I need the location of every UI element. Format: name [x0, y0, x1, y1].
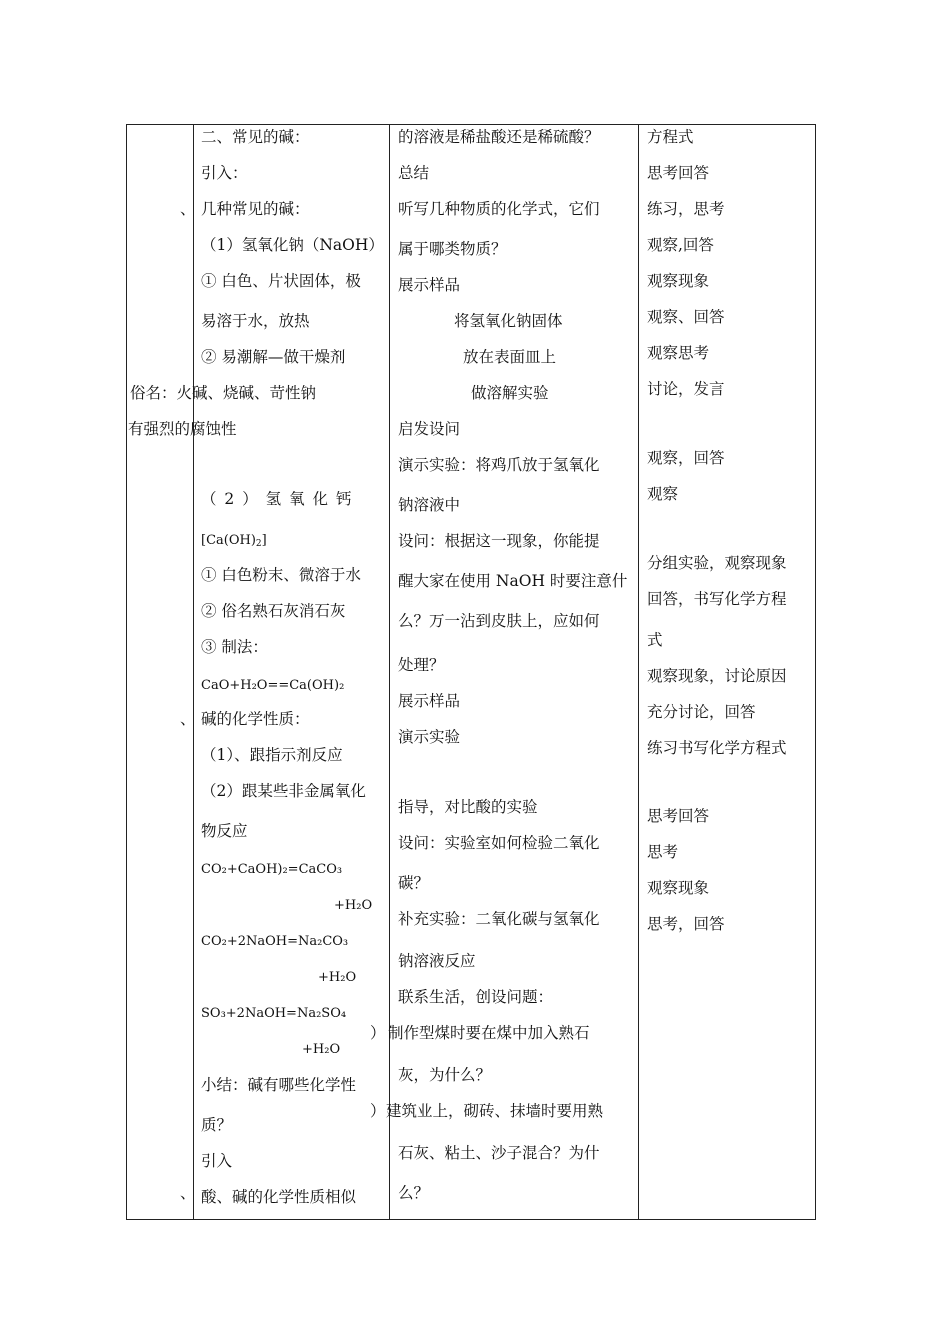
content-line: 质？	[201, 1116, 233, 1134]
content-line: ② 易潮解—做干燥剂	[201, 348, 346, 366]
equation: +H₂O	[318, 970, 357, 985]
student-line: 观察，回答	[647, 449, 725, 467]
teacher-line: 石灰、粘土、沙子混合？为什	[398, 1144, 600, 1162]
student-line: 观察、回答	[647, 308, 725, 326]
teacher-line: 钠溶液中	[398, 496, 461, 514]
column-divider-1	[193, 125, 194, 1219]
naoh-corrosive: 有强烈的腐蚀性	[128, 420, 237, 438]
student-line: 观察现象	[647, 272, 710, 290]
teacher-line: 总结	[398, 164, 430, 182]
section-heading: 二、常见的碱：	[201, 128, 310, 146]
teacher-line: 建筑业上，砌砖、抹墙时要用熟	[386, 1102, 604, 1120]
teacher-line: 么？	[398, 1184, 430, 1202]
content-line: ③ 制法：	[201, 638, 268, 656]
teacher-line: 做溶解实验	[471, 384, 549, 402]
content-line: ① 白色粉末、微溶于水	[201, 566, 361, 584]
content-line: 引入	[201, 1152, 233, 1170]
student-line: 方程式	[647, 128, 694, 146]
teacher-line: 联系生活，创设问题：	[398, 988, 554, 1006]
content-line: （2）跟某些非金属氧化	[201, 782, 366, 800]
student-line: 观察思考	[647, 344, 710, 362]
student-line: 思考，回答	[647, 915, 725, 933]
teacher-line: 的溶液是稀盐酸还是稀硫酸？	[398, 128, 600, 146]
student-line: 式	[647, 631, 663, 649]
item-mark: ）	[370, 1102, 386, 1120]
teacher-line: 钠溶液反应	[398, 952, 476, 970]
caoh-formula: $[Ca(OH)_2]$	[201, 533, 267, 549]
content-line: 易溶于水，放热	[201, 312, 310, 330]
student-line: 思考回答	[647, 164, 710, 182]
teacher-line: 指导，对比酸的实验	[398, 798, 538, 816]
teacher-line: 演示实验：将鸡爪放于氢氧化	[398, 456, 600, 474]
content-line: ① 白色、片状固体，极	[201, 272, 361, 290]
teacher-line: 灰，为什么？	[398, 1066, 492, 1084]
student-line: 练习，思考	[647, 200, 725, 218]
equation: SO₃+2NaOH=Na₂SO₄	[201, 1006, 347, 1021]
student-line: 讨论，发言	[647, 380, 725, 398]
item-mark: 、	[180, 200, 196, 218]
content-line: 几种常见的碱：	[201, 200, 310, 218]
column-divider-2	[389, 125, 390, 1219]
teacher-line: 碳？	[398, 874, 430, 892]
equation: +H₂O	[302, 1042, 341, 1057]
equation: CO₂+CaOH)₂=CaCO₃	[201, 862, 343, 877]
teacher-line: 属于哪类物质？	[398, 240, 507, 258]
student-line: 分组实验，观察现象	[647, 554, 787, 572]
student-line: 练习书写化学方程式	[647, 739, 787, 757]
teacher-line: 放在表面皿上	[463, 348, 557, 366]
teacher-line: 听写几种物质的化学式，它们	[398, 200, 600, 218]
item-mark: ）	[370, 1024, 386, 1042]
content-line: 碱的化学性质：	[201, 710, 310, 728]
teacher-line: 演示实验	[398, 728, 461, 746]
teacher-line: 补充实验：二氧化碳与氢氧化	[398, 910, 600, 928]
content-line: （1）、跟指示剂反应	[201, 746, 343, 764]
student-line: 回答，书写化学方程	[647, 590, 787, 608]
student-line: 充分讨论，回答	[647, 703, 756, 721]
naoh-title: （1）氢氧化钠（NaOH）	[201, 236, 384, 254]
student-line: 思考回答	[647, 807, 710, 825]
teacher-line: 制作型煤时要在煤中加入熟石	[388, 1024, 590, 1042]
content-line: 小结：碱有哪些化学性	[201, 1076, 357, 1094]
content-line: 酸、碱的化学性质相似	[201, 1188, 357, 1206]
equation: +H₂O	[334, 898, 373, 913]
teacher-line: 处理？	[398, 656, 445, 674]
content-line: ② 俗名熟石灰消石灰	[201, 602, 346, 620]
student-line: 观察	[647, 485, 679, 503]
teacher-line: 将氢氧化钠固体	[454, 312, 563, 330]
student-line: 观察现象	[647, 879, 710, 897]
equation: CO₂+2NaOH=Na₂CO₃	[201, 934, 349, 949]
teacher-line: 展示样品	[398, 276, 461, 294]
teacher-line: 设问：实验室如何检验二氧化	[398, 834, 600, 852]
teacher-line: 展示样品	[398, 692, 461, 710]
item-mark: 、	[180, 710, 196, 728]
item-mark: 、	[180, 1184, 196, 1202]
content-line: 物反应	[201, 822, 248, 840]
teacher-line: 么？万一沾到皮肤上，应如何	[398, 612, 600, 630]
content-line: 引入：	[201, 164, 248, 182]
naoh-nickname: 俗名：火碱、烧碱、苛性钠	[130, 384, 317, 402]
teacher-line: 设问：根据这一现象，你能提	[398, 532, 600, 550]
equation: CaO+H₂O==Ca(OH)₂	[201, 678, 345, 693]
student-line: 观察现象，讨论原因	[647, 667, 787, 685]
column-divider-3	[638, 125, 639, 1219]
caoh-title: （ 2 ） 氢 氧 化 钙	[201, 490, 353, 508]
teacher-line: 醒大家在使用 NaOH 时要注意什	[398, 572, 628, 590]
student-line: 思考	[647, 843, 679, 861]
student-line: 观察,回答	[647, 236, 714, 254]
teacher-line: 启发设问	[398, 420, 461, 438]
